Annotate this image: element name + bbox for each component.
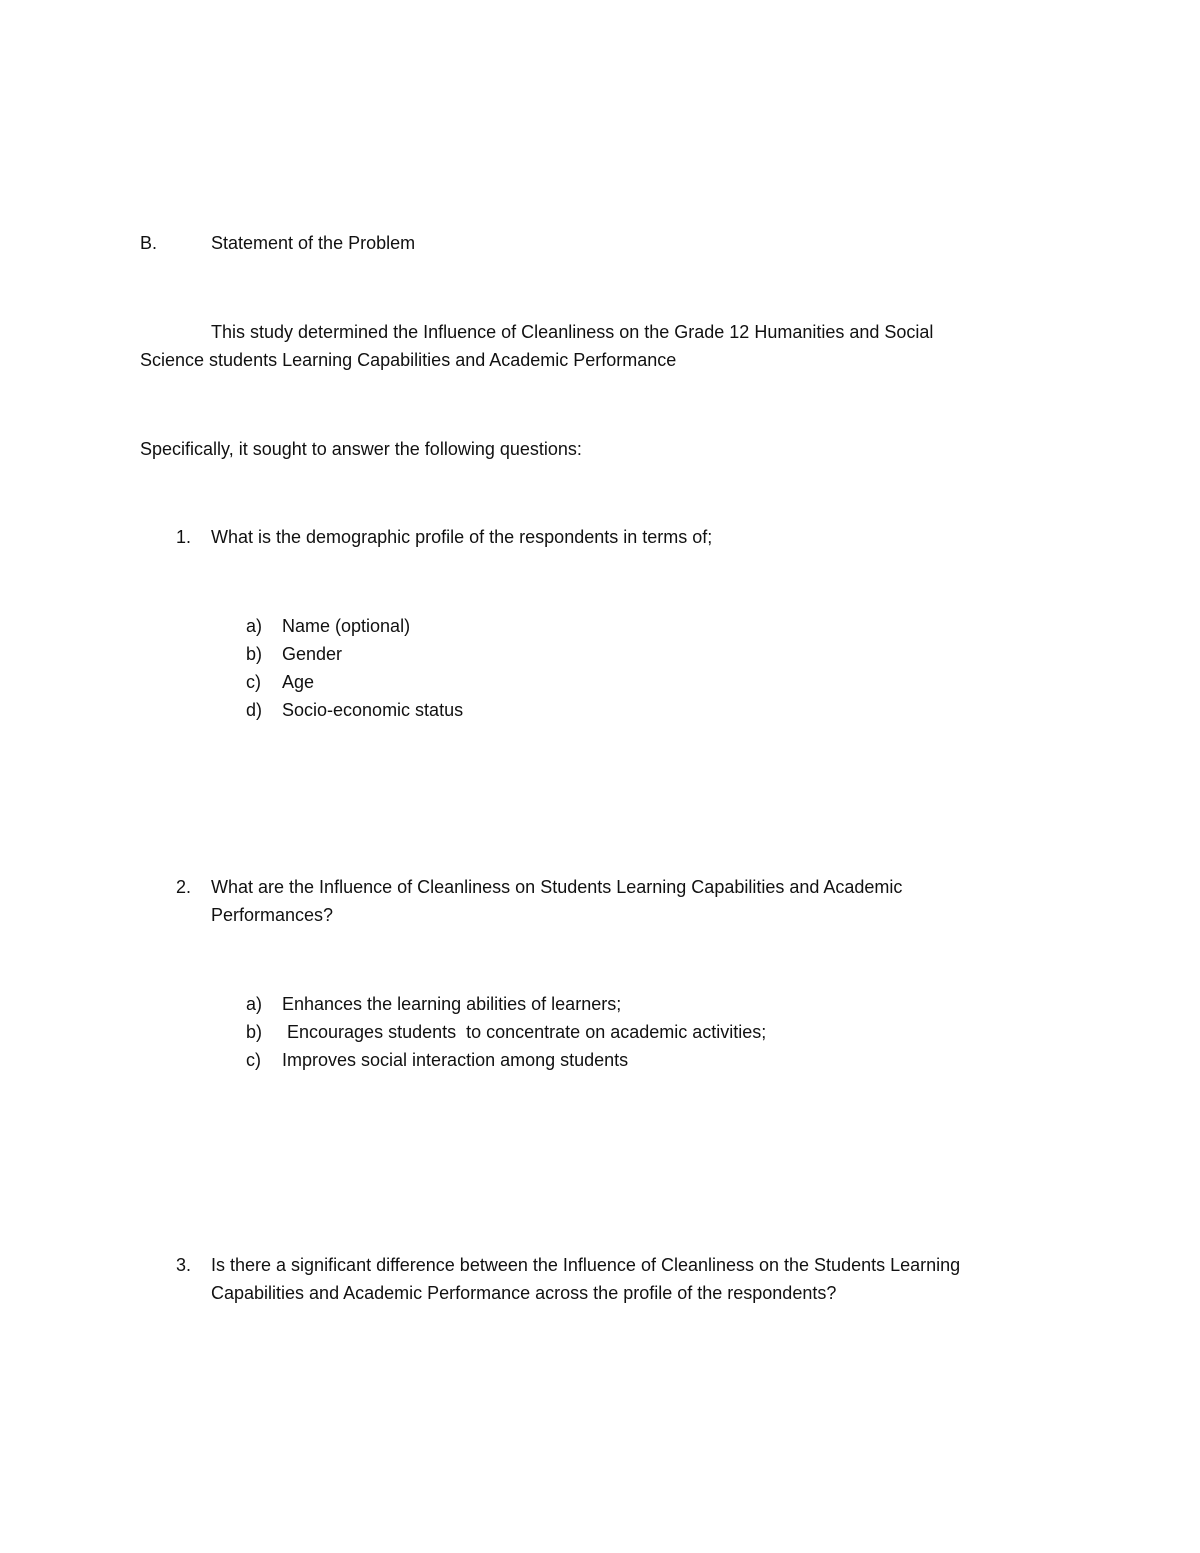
question-text-line: What are the Influence of Cleanliness on Students Learning Capabilities and Academic	[211, 877, 903, 897]
list-item-label: b)	[246, 644, 263, 664]
question-text-line: Is there a significant difference between the Influence of Cleanliness on the Students Learning	[211, 1255, 961, 1275]
list-item-text: Enhances the learning abilities of learners;	[282, 994, 622, 1014]
question-number: 3.	[176, 1255, 192, 1275]
list-item-label: b)	[246, 1022, 263, 1042]
section-title: Statement of the Problem	[211, 233, 416, 253]
question-text-line: What is the demographic profile of the respondents in terms of;	[211, 527, 713, 547]
list-item-text: Gender	[282, 644, 343, 664]
list-item-text: Name (optional)	[282, 616, 411, 636]
list-item-label: c)	[246, 1050, 261, 1070]
list-item-text: Socio-economic status	[282, 700, 464, 720]
list-item-label: d)	[246, 700, 263, 720]
question-text-line: Capabilities and Academic Performance across the profile of the respondents?	[211, 1283, 837, 1303]
list-item-label: c)	[246, 672, 261, 692]
question-text-line: Performances?	[211, 905, 334, 925]
intro-line-2: Science students Learning Capabilities and Academic Performance	[140, 350, 677, 370]
list-item-label: a)	[246, 616, 263, 636]
question-number: 1.	[176, 527, 192, 547]
intro-line-1: This study determined the Influence of Cleanliness on the Grade 12 Humanities and Social	[211, 322, 934, 342]
section-letter: B.	[140, 233, 158, 253]
list-item-text: Encourages students to concentrate on academic activities;	[282, 1022, 767, 1042]
question-number: 2.	[176, 877, 192, 897]
specifically-statement: Specifically, it sought to answer the following questions:	[140, 439, 582, 459]
list-item-text: Age	[282, 672, 315, 692]
list-item-text: Improves social interaction among students	[282, 1050, 629, 1070]
list-item-label: a)	[246, 994, 263, 1014]
